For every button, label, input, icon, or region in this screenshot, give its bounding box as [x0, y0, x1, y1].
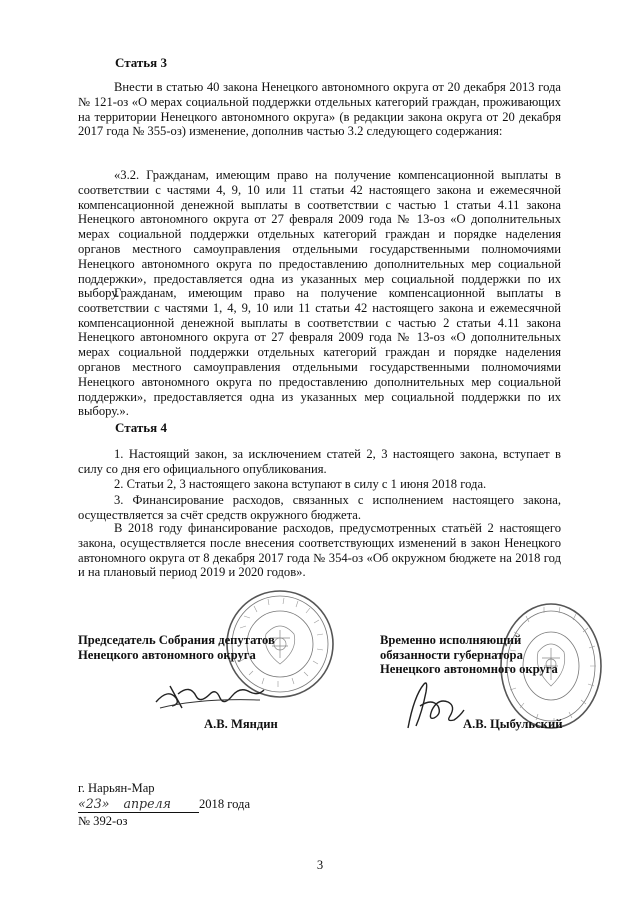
article-4-budget-note: В 2018 году финансирование расходов, предусмотренных статьёй 2 настоящего закона, осуществляется после внесения соответствующих изменений в закон Ненецкого автономного округа от 8 декабря 2017 года № 354-оз «Об окружном бюджете на 2018 год и на плановый период 2019 и 2020 годов». — [78, 521, 561, 580]
date-day: «23» — [78, 796, 123, 813]
right-handwritten-signature — [398, 676, 468, 734]
place-date-number — [78, 780, 250, 829]
right-signatory-name: А.В. Цыбульский — [463, 717, 563, 731]
right-signatory-title — [380, 633, 558, 677]
date-year: 2018 года — [198, 797, 251, 811]
article-4-item-1: 1. Настоящий закон, за исключением статей 2, 3 настоящего закона, вступает в силу со дня его официального опубликования. — [78, 447, 561, 476]
right-title-line-3: Ненецкого автономного округа — [380, 662, 558, 676]
date-line — [78, 796, 250, 813]
left-handwritten-signature — [150, 668, 270, 716]
right-title-line-1: Временно исполняющий — [380, 633, 522, 647]
article-3-part-3-2: «3.2. Гражданам, имеющим право на получение компенсационной выплаты в соответствии с частями 4, 9, 10 или 11 статьи 42 настоящего закона и ежемесячной компенсационной денежной выплаты в соответствии с частью 1 статьи 4.11 закона Ненецкого автономного округа от 27 февраля 2009 года № 13-оз «О дополнительных мерах социальной поддержки отдельных категорий граждан и порядке наделения органов местного самоуправления отдельными государственными полномочиями Ненецкого автономного округа по предоставлению дополнительных мер социальной поддержки», предоставляется одна из указанных мер социальной поддержки по их выбору. — [78, 168, 561, 301]
article-4-item-3: 3. Финансирование расходов, связанных с исполнением настоящего закона, осуществляется за счёт средств окружного бюджета. — [78, 493, 561, 522]
page-number: 3 — [316, 858, 324, 872]
article-3-intro: Внести в статью 40 закона Ненецкого автономного округа от 20 декабря 2013 года № 121-оз «О мерах социальной поддержки отдельных категорий граждан, проживающих на территории Ненецкого автономного округа» (в редакции закона округа от 20 декабря 2017 года № 355-оз) изменение, дополнив частью 3.2 следующего содержания: — [78, 80, 561, 139]
left-title-line-2: Ненецкого автономного округа — [78, 647, 256, 662]
city-line: г. Нарьян-Мар — [78, 781, 155, 795]
article-4-heading: Статья 4 — [115, 420, 167, 435]
law-number: № 392-оз — [78, 814, 128, 828]
article-3-heading: Статья 3 — [115, 55, 167, 70]
left-signatory-name: А.В. Мяндин — [204, 717, 278, 731]
article-3-part-3-2-second: Гражданам, имеющим право на получение компенсационной выплаты в соответствии с частями 1, 4, 9, 10 или 11 статьи 42 настоящего закона и ежемесячной компенсационной денежной выплаты в соответствии с частью 2 статьи 4.11 закона Ненецкого автономного округа от 27 февраля 2009 года № 13-оз «О дополнительных мерах социальной поддержки отдельных категорий граждан и порядке наделения органов местного самоуправления отдельными государственными полномочиями Ненецкого автономного округа по предоставлению дополнительных мер социальной поддержки», предоставляется одна из указанных мер социальной поддержки по их выбору.». — [78, 286, 561, 419]
right-title-line-2: обязанности губернатора — [380, 647, 523, 662]
article-4-item-2: 2. Статьи 2, 3 настоящего закона вступают в силу с 1 июня 2018 года. — [114, 477, 487, 491]
date-month: апреля — [123, 796, 199, 813]
left-signatory-title — [78, 633, 275, 662]
left-title-line-1: Председатель Собрания депутатов — [78, 633, 275, 647]
